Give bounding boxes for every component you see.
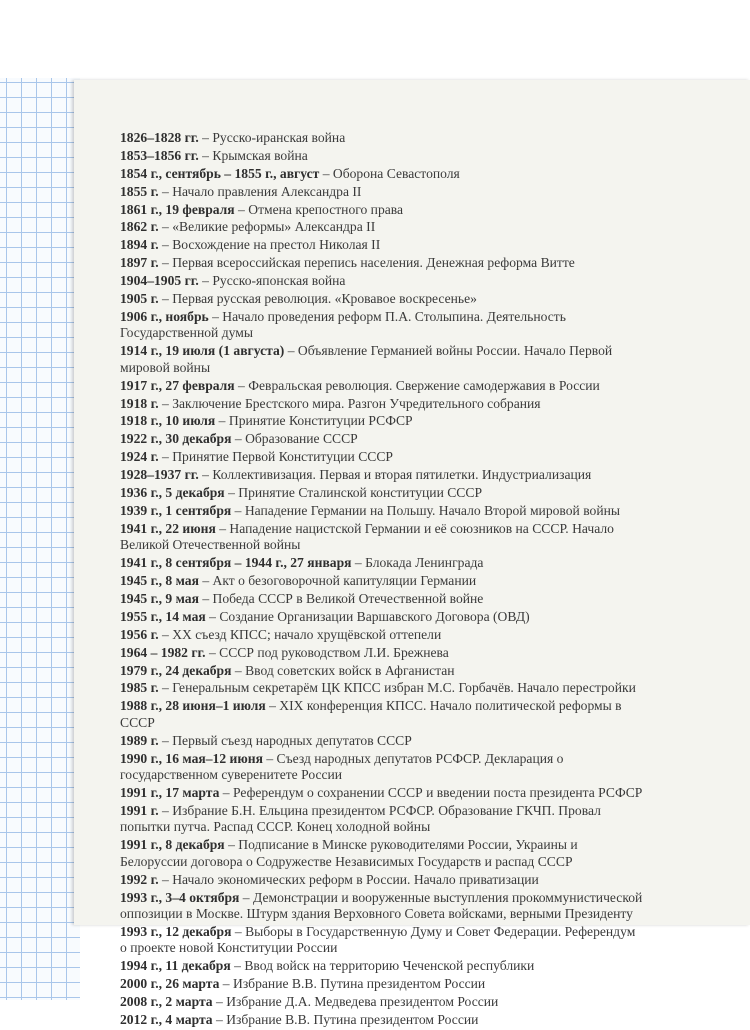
- timeline-entry: [120, 130, 645, 147]
- timeline-entry: [120, 255, 645, 272]
- timeline-entry: [120, 202, 645, 219]
- entry-event: – Победа СССР в Великой Отечественной войне: [198, 590, 484, 606]
- entry-event: – Генеральным секретарём ЦК КПСС избран М.С. Горбачёв. Начало перестройки: [158, 680, 636, 696]
- timeline-entry: [120, 273, 645, 290]
- timeline-entry: [120, 785, 645, 802]
- entry-date: 1941 г., 22 июня: [120, 520, 216, 536]
- history-timeline: [120, 130, 645, 1030]
- timeline-entry: [120, 803, 645, 836]
- entry-date: 1990 г., 16 мая–12 июня: [120, 750, 263, 766]
- entry-event: – Референдум о сохранении СССР и введении поста президента РСФСР: [219, 785, 643, 800]
- entry-event: – Подписание в Минске руководителями России, Украины и Белоруссии договора о Содружестве Независимых Государств и распад СССР: [120, 837, 578, 869]
- timeline-entry: [120, 467, 645, 484]
- entry-date: 1862 г.: [120, 219, 159, 235]
- entry-event: – Акт о безоговорочной капитуляции Германии: [198, 573, 477, 589]
- timeline-entry: [120, 872, 645, 889]
- timeline-entry: [120, 521, 645, 554]
- entry-event: – Ввод войск на территорию Чеченской республики: [230, 958, 535, 974]
- timeline-entry: [120, 837, 645, 870]
- entry-date: 1914 г., 19 июля (1 августа): [120, 343, 285, 359]
- timeline-entry: [120, 555, 645, 572]
- entry-event: – Заключение Брестского мира. Разгон Учредительного собрания: [158, 395, 541, 411]
- entry-date: 1922 г., 30 декабря: [120, 431, 232, 447]
- timeline-entry: [120, 1012, 645, 1029]
- timeline-entry: [120, 343, 645, 376]
- entry-date: 1956 г.: [120, 626, 159, 642]
- entry-event: – Нападение Германии на Польшу. Начало Второй мировой войны: [231, 502, 621, 518]
- entry-event: – Блокада Ленинграда: [351, 555, 484, 571]
- entry-date: 1939 г., 1 сентября: [120, 502, 232, 518]
- entry-event: – Февральская революция. Свержение самодержавия в России: [234, 377, 600, 393]
- timeline-entry: [120, 237, 645, 254]
- entry-date: 1936 г., 5 декабря: [120, 485, 225, 501]
- entry-event: – Первый съезд народных депутатов СССР: [158, 732, 412, 748]
- timeline-entry: [120, 485, 645, 502]
- entry-date: 1945 г., 9 мая: [120, 590, 199, 606]
- entry-event: – Русско-иранская война: [198, 130, 346, 145]
- entry-event: – Создание Организации Варшавского Договора (ОВД): [205, 608, 530, 624]
- entry-date: 1985 г.: [120, 680, 159, 696]
- entry-date: 1894 г.: [120, 237, 159, 253]
- timeline-entry: [120, 503, 645, 520]
- entry-event: – Нападение нацистской Германии и её союзников на СССР. Начало Великой Отечественной войны: [120, 520, 614, 553]
- entry-date: 1928–1937 гг.: [120, 467, 199, 483]
- timeline-entry: [120, 396, 645, 413]
- entry-date: 1979 г., 24 декабря: [120, 662, 232, 678]
- entry-date: 1924 г.: [120, 449, 159, 465]
- entry-event: – Избрание Д.А. Медведева президентом России: [212, 994, 499, 1010]
- entry-event: – XX съезд КПСС; начало хрущёвской оттепели: [158, 626, 442, 642]
- entry-event: – Объявление Германией войны России. Начало Первой мировой войны: [120, 343, 613, 375]
- timeline-entry: [120, 733, 645, 750]
- entry-date: 1991 г., 17 марта: [120, 785, 220, 800]
- timeline-entry: [120, 309, 645, 342]
- entry-event: – Избрание Б.Н. Ельцина президентом РСФСР. Образование ГКЧП. Провал попытки путча. Распад СССР. Конец холодной войны: [120, 802, 601, 835]
- entry-date: 1992 г.: [120, 871, 159, 887]
- timeline-entry: [120, 591, 645, 608]
- timeline-entry: [120, 378, 645, 395]
- timeline-entry: [120, 219, 645, 236]
- entry-date: 1989 г.: [120, 732, 159, 748]
- entry-event: – Образование СССР: [231, 431, 358, 447]
- entry-event: – «Великие реформы» Александра II: [158, 219, 376, 235]
- entry-date: 1941 г., 8 сентября – 1944 г., 27 января: [120, 555, 352, 571]
- entry-event: – Первая русская революция. «Кровавое воскресенье»: [158, 291, 477, 307]
- entry-event: – Съезд народных депутатов РСФСР. Декларация о государственном суверенитете России: [120, 750, 564, 783]
- timeline-entry: [120, 645, 645, 662]
- graph-paper-background: [0, 78, 80, 1000]
- entry-date: 1994 г., 11 декабря: [120, 958, 231, 974]
- entry-event: – Начало правления Александра II: [158, 183, 362, 199]
- entry-event: – XIX конференция КПСС. Начало политической реформы в СССР: [120, 698, 622, 730]
- entry-event: – Демонстрации и вооруженные выступления прокоммунистической оппозиции в Москве. Штурм здания Верховного Совета войсками, верными Президенту: [120, 889, 643, 922]
- entry-date: 1917 г., 27 февраля: [120, 377, 235, 393]
- entry-date: 1897 г.: [120, 255, 159, 271]
- entry-event: – Восхождение на престол Николая II: [158, 237, 381, 253]
- entry-event: – Начало экономических реформ в России. Начало приватизации: [158, 871, 539, 887]
- entry-event: – СССР под руководством Л.И. Брежнева: [205, 644, 449, 660]
- timeline-entry: [120, 609, 645, 626]
- timeline-entry: [120, 148, 645, 165]
- timeline-entry: [120, 573, 645, 590]
- entry-date: 1861 г., 19 февраля: [120, 201, 235, 217]
- entry-event: – Принятие Конституции РСФСР: [215, 413, 413, 429]
- timeline-entry: [120, 680, 645, 697]
- entry-event: – Отмена крепостного права: [234, 201, 404, 217]
- entry-event: – Оборона Севастополя: [319, 165, 460, 181]
- entry-date: 1904–1905 гг.: [120, 273, 199, 289]
- timeline-entry: [120, 890, 645, 923]
- entry-date: 1826–1828 гг.: [120, 130, 199, 145]
- entry-date: 2008 г., 2 марта: [120, 994, 213, 1010]
- entry-date: 1991 г.: [120, 802, 159, 818]
- entry-event: – Начало проведения реформ П.А. Столыпина. Деятельность Государственной думы: [120, 308, 566, 341]
- entry-date: 1918 г., 10 июля: [120, 413, 216, 429]
- timeline-entry: [120, 449, 645, 466]
- entry-event: – Избрание В.В. Путина президентом России: [219, 976, 486, 992]
- timeline-entry: [120, 627, 645, 644]
- timeline-entry: [120, 924, 645, 957]
- entry-date: 1964 – 1982 гг.: [120, 644, 206, 660]
- entry-event: – Принятие Первой Конституции СССР: [158, 449, 393, 465]
- entry-date: 1853–1856 гг.: [120, 147, 199, 163]
- entry-event: – Русско-японская война: [198, 273, 346, 289]
- timeline-entry: [120, 994, 645, 1011]
- entry-event: – Принятие Сталинской конституции СССР: [224, 485, 483, 501]
- entry-date: 1993 г., 3–4 октября: [120, 889, 240, 905]
- timeline-entry: [120, 431, 645, 448]
- entry-date: 1945 г., 8 мая: [120, 573, 199, 589]
- entry-event: – Коллективизация. Первая и вторая пятилетки. Индустриализация: [198, 467, 592, 483]
- entry-event: – Выборы в Государственную Думу и Совет Федерации. Референдум о проекте новой Конституции России: [120, 923, 636, 956]
- timeline-entry: [120, 184, 645, 201]
- timeline-entry: [120, 166, 645, 183]
- entry-date: 1988 г., 28 июня–1 июля: [120, 698, 266, 714]
- entry-date: 1906 г., ноябрь: [120, 308, 209, 324]
- entry-date: 2012 г., 4 марта: [120, 1012, 213, 1028]
- entry-date: 1955 г., 14 мая: [120, 608, 206, 624]
- entry-event: – Первая всероссийская перепись населения. Денежная реформа Витте: [158, 255, 575, 271]
- entry-date: 1854 г., сентябрь – 1855 г., август: [120, 165, 320, 181]
- timeline-entry: [120, 976, 645, 993]
- entry-date: 1918 г.: [120, 395, 159, 411]
- timeline-entry: [120, 751, 645, 784]
- entry-event: – Избрание В.В. Путина президентом России: [212, 1012, 479, 1028]
- entry-event: – Ввод советских войск в Афганистан: [231, 662, 455, 678]
- entry-event: – Крымская война: [198, 147, 308, 163]
- timeline-entry: [120, 698, 645, 731]
- timeline-entry: [120, 958, 645, 975]
- entry-date: 2000 г., 26 марта: [120, 976, 220, 992]
- entry-date: 1905 г.: [120, 291, 159, 307]
- entry-date: 1855 г.: [120, 183, 159, 199]
- timeline-entry: [120, 291, 645, 308]
- timeline-entry: [120, 413, 645, 430]
- timeline-entry: [120, 663, 645, 680]
- entry-date: 1991 г., 8 декабря: [120, 837, 225, 853]
- entry-date: 1993 г., 12 декабря: [120, 923, 232, 939]
